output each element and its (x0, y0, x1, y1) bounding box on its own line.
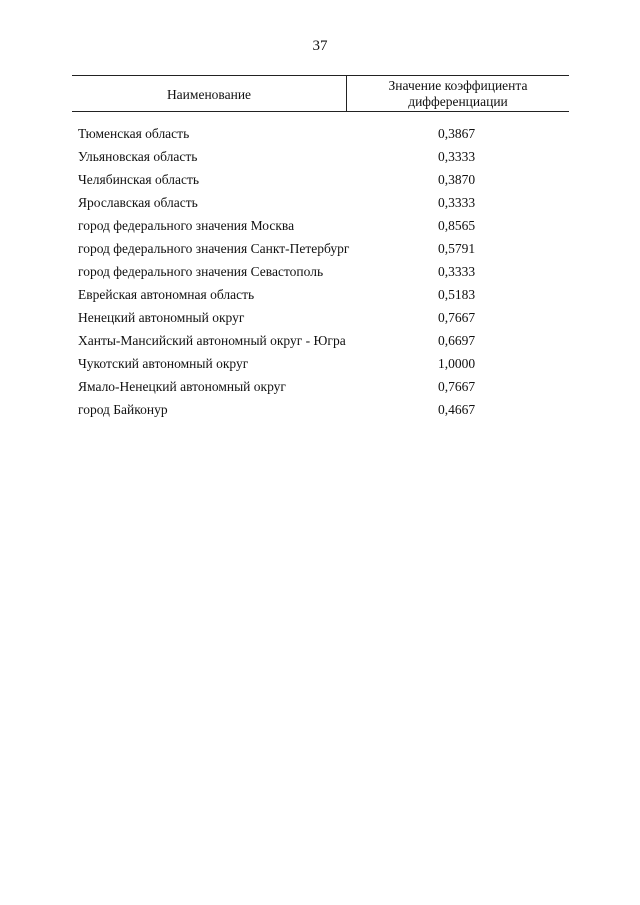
region-name: город федерального значения Санкт-Петербург (78, 241, 350, 256)
coefficient-value: 0,3333 (438, 264, 476, 279)
table-row (78, 217, 568, 235)
table-body (78, 125, 568, 424)
table-row (78, 355, 568, 373)
region-name: Тюменская область (78, 126, 190, 141)
table-row (78, 309, 568, 327)
region-name: Ямало-Ненецкий автономный округ (78, 379, 286, 394)
coefficient-value: 0,5791 (438, 241, 476, 256)
coefficient-value: 0,7667 (438, 310, 476, 325)
coefficient-value: 0,8565 (438, 218, 476, 233)
coefficient-value: 0,3333 (438, 195, 476, 210)
table-header (72, 75, 569, 112)
column-header-value: Значение коэффициента дифференциации (388, 77, 528, 109)
coefficient-value: 0,7667 (438, 379, 476, 394)
region-name: город федерального значения Севастополь (78, 264, 324, 279)
table-row (78, 378, 568, 396)
table-row (78, 125, 568, 143)
coefficient-value: 0,3867 (438, 126, 476, 141)
coefficient-value: 0,4667 (438, 402, 476, 417)
table-row (78, 194, 568, 212)
coefficient-value: 0,3333 (438, 149, 476, 164)
region-name: Ульяновская область (78, 149, 198, 164)
region-name: Чукотский автономный округ (78, 356, 249, 371)
page-number: 37 (312, 38, 328, 54)
table-row (78, 401, 568, 419)
coefficient-value: 1,0000 (438, 356, 476, 371)
coefficient-value: 0,3870 (438, 172, 476, 187)
region-name: Челябинская область (78, 172, 200, 187)
region-name: Еврейская автономная область (78, 287, 255, 302)
table-row (78, 171, 568, 189)
table-row (78, 263, 568, 281)
table-row (78, 148, 568, 166)
region-name: Ярославская область (78, 195, 198, 210)
region-name: Ненецкий автономный округ (78, 310, 245, 325)
table-row (78, 240, 568, 258)
coefficient-value: 0,5183 (438, 287, 476, 302)
coefficient-value: 0,6697 (438, 333, 476, 348)
region-name: город Байконур (78, 402, 168, 417)
region-name: Ханты-Мансийский автономный округ - Югра (78, 333, 346, 348)
region-name: город федерального значения Москва (78, 218, 295, 233)
table-row (78, 286, 568, 304)
column-header-name: Наименование (72, 76, 347, 111)
table-row (78, 332, 568, 350)
